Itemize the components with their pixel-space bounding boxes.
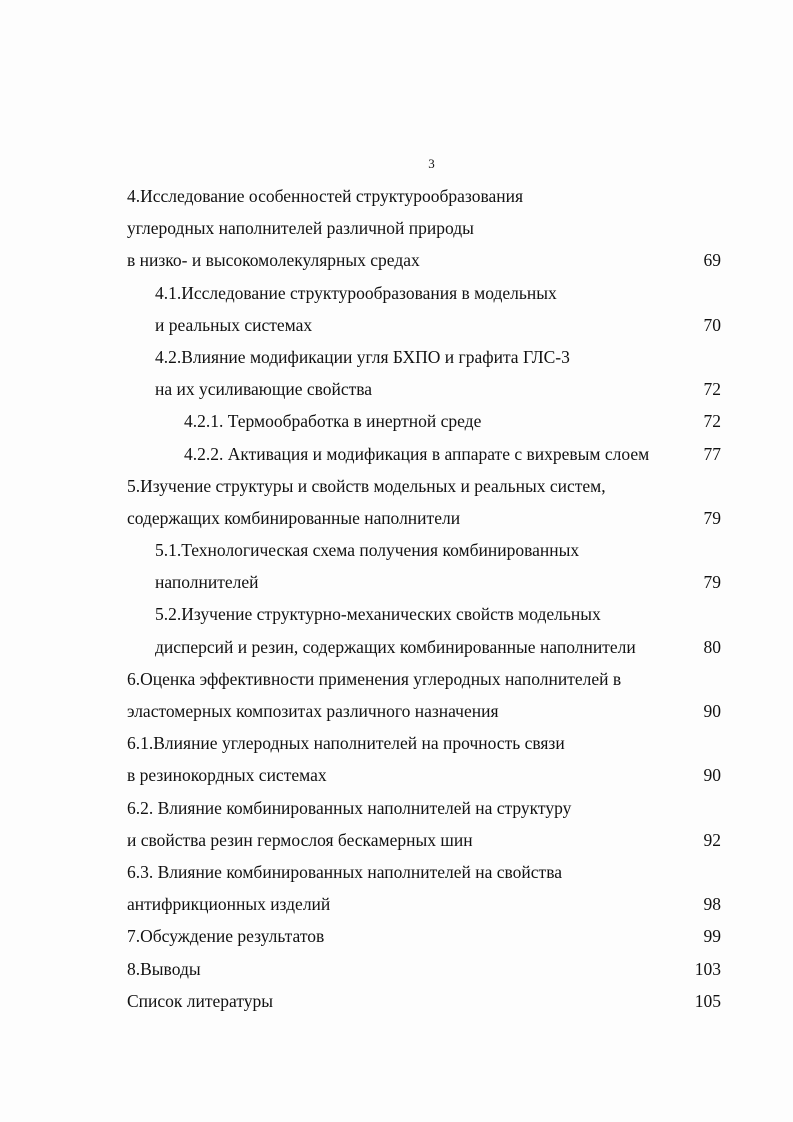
toc-line [0, 277, 793, 309]
toc-entry-text: 7.Обсуждение результатов [127, 926, 325, 947]
toc-line [0, 792, 793, 824]
toc-page-number: 98 [703, 894, 721, 915]
toc-page-number: 72 [703, 379, 721, 400]
toc-line [0, 438, 793, 470]
toc-line [0, 631, 793, 663]
toc-entry-text: 5.1.Технологическая схема получения комбинированных [155, 540, 580, 561]
toc-entry-text: наполнителей [155, 572, 259, 593]
toc-entry-text: 5.2.Изучение структурно-механических свойств модельных [155, 604, 601, 625]
toc-entry-text: на их усиливающие свойства [155, 379, 373, 400]
toc-entry-text: дисперсий и резин, содержащих комбинированные наполнители [155, 636, 636, 657]
toc-page-number: 90 [703, 701, 721, 721]
toc-line [0, 405, 793, 437]
toc-line [0, 695, 793, 727]
toc-line [0, 663, 793, 695]
toc-line [0, 824, 793, 856]
toc-entry-text: в низко- и высокомолекулярных средах [127, 250, 420, 271]
toc-line [0, 534, 793, 566]
toc-entry-text: 6.1.Влияние углеродных наполнителей на прочность связи [127, 733, 565, 754]
toc-line [0, 985, 793, 1017]
toc-line [0, 212, 793, 244]
toc-entry-text: в резинокордных системах [127, 765, 327, 786]
toc-line [0, 341, 793, 373]
toc-page-number: 70 [703, 314, 721, 335]
toc-entry-text: 4.2.Влияние модификации угля БХПО и графита ГЛС-3 [155, 346, 570, 367]
toc-line [0, 566, 793, 598]
toc-line [0, 920, 793, 952]
toc-entry-text: и реальных системах [155, 314, 313, 335]
toc-page-number: 72 [703, 411, 721, 432]
toc-entry-text: 5.Изучение структуры и свойств модельных и реальных систем, [127, 475, 606, 496]
toc-entry-text: 8.Выводы [127, 958, 201, 979]
toc-line [0, 598, 793, 630]
toc-line [0, 759, 793, 791]
toc-line [0, 470, 793, 502]
toc-line [0, 373, 793, 405]
toc-entry-text: содержащих комбинированные наполнители [127, 507, 461, 528]
toc-entry-text: 4.Исследование особенностей структурообразования [127, 186, 524, 206]
toc-entry-text: 4.2.1. Термообработка в инертной среде [184, 411, 482, 432]
toc-page-number: 92 [703, 829, 721, 850]
toc-line [0, 502, 793, 534]
toc-page-number: 79 [703, 572, 721, 593]
toc-entry-text: 4.2.2. Активация и модификация в аппарате с вихревым слоем [184, 443, 650, 464]
toc-entry-text: 6.3. Влияние комбинированных наполнителей на свойства [127, 861, 562, 882]
toc-line [0, 727, 793, 759]
toc-entry-text: углеродных наполнителей различной природы [127, 218, 474, 239]
page-number: 3 [428, 156, 435, 171]
toc-line [0, 244, 793, 276]
toc-line [0, 888, 793, 920]
toc-line [0, 856, 793, 888]
toc-entry-text: 6.2. Влияние комбинированных наполнителей на структуру [127, 797, 572, 818]
toc-line [0, 309, 793, 341]
toc-entry-text: 6.Оценка эффективности применения углеродных наполнителей в [127, 668, 622, 689]
toc-page-number: 90 [703, 765, 721, 786]
toc-line [0, 953, 793, 985]
toc-line [0, 180, 793, 212]
toc-entry-text: Список литературы [127, 990, 274, 1011]
toc-page-number: 69 [703, 250, 721, 271]
toc-entry-text: эластомерных композитах различного назначения [127, 701, 499, 721]
toc-page-number: 80 [703, 636, 721, 657]
toc-entry-text: антифрикционных изделий [127, 894, 331, 915]
toc-page-number: 77 [703, 443, 721, 464]
toc-entry-text: 4.1.Исследование структурообразования в модельных [155, 282, 557, 303]
toc-entry-text: и свойства резин гермослоя бескамерных шин [127, 829, 473, 850]
toc-page-number: 79 [703, 507, 721, 528]
toc-page-number: 99 [703, 926, 721, 947]
toc-page-number: 103 [694, 958, 721, 979]
toc-page-number: 105 [694, 990, 721, 1011]
table-of-contents [0, 180, 793, 1017]
